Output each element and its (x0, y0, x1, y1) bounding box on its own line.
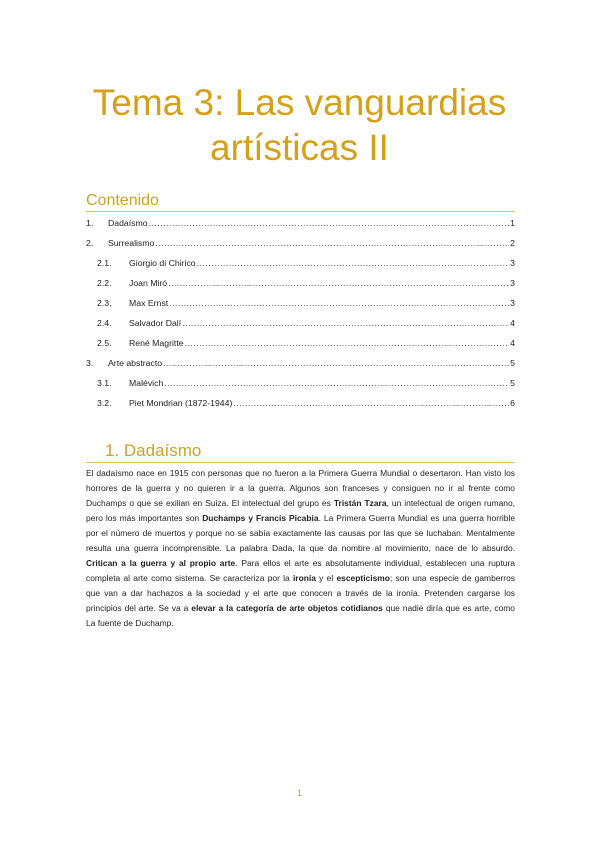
toc-leader-dots (155, 238, 509, 248)
toc-entry-number: 2. (86, 238, 94, 248)
body-bold-run: escepticismo (336, 573, 390, 583)
body-bold-run: ironía (292, 573, 316, 583)
body-bold-run: Tristán Tzara (333, 498, 387, 508)
body-paragraph (86, 466, 515, 631)
toc-entry-page: 3 (510, 278, 515, 288)
toc-entry-number: 3.2. (97, 398, 112, 408)
toc-leader-dots (233, 398, 509, 408)
toc-heading: Contenido (86, 192, 159, 209)
toc-entry[interactable] (97, 318, 515, 330)
body-bold-run: Duchamps y Francis Picabia (202, 513, 319, 523)
toc-entry-label: Malévich (129, 378, 164, 388)
toc-entry[interactable] (97, 298, 515, 310)
toc-entry-label: Giorgio di Chirico (129, 258, 196, 268)
toc-entry-label: Max Ernst (129, 298, 169, 308)
toc-entry-number: 2.5. (97, 338, 112, 348)
body-bold-run: elevar a la categoría de arte objetos cotidianos (191, 603, 383, 613)
toc-entry-page: 6 (510, 398, 515, 408)
toc-leader-dots (169, 298, 509, 308)
toc-entry-number: 2.1. (97, 258, 112, 268)
toc-entry-number: 2.4. (97, 318, 112, 328)
toc-heading-rule (86, 211, 515, 212)
toc-entry-page: 4 (510, 338, 515, 348)
toc-entry-number: 2.2. (97, 278, 112, 288)
toc-leader-dots (164, 378, 509, 388)
toc-leader-dots (185, 338, 510, 348)
body-text-run: , un intelectual de origen rumano, pero los más importantes son (86, 498, 515, 523)
toc-entry-label: René Magritte (129, 338, 184, 348)
toc-leader-dots (168, 278, 509, 288)
toc-entry[interactable] (97, 398, 515, 410)
toc-entry-page: 4 (510, 318, 515, 328)
toc-entry-number: 1. (86, 218, 94, 228)
body-text-run: . Para ellos el arte es absolutamente individual, establecen una ruptura completa al arte como sistema. Se caracteriza por la (86, 558, 515, 583)
body-text-run: El dadaísmo nace en 1915 con personas que no fueron a la Primera Guerra Mundial o desertaron. Han visto los horrores de la guerra y no quieren ir a la guerra. Algunos son franceses y consiguen no ir al frente como Duchamps o que se exilian en Suiza. El intelectual del grupo es (86, 468, 515, 508)
toc-entry-page: 1 (510, 218, 515, 228)
toc-leader-dots (182, 318, 509, 328)
toc-leader-dots (197, 258, 510, 268)
toc-entry[interactable] (97, 258, 515, 270)
body-text-run: que nadie diría que es arte, como La fuente de Duchamp. (86, 603, 515, 628)
toc-entry-label: Dadaísmo (108, 218, 148, 228)
toc-entry-label: Piet Mondrian (1872-1944) (129, 398, 233, 408)
toc-entry[interactable] (97, 338, 515, 350)
toc-entry-label: Salvador Dalí (129, 318, 182, 328)
toc-leader-dots (163, 358, 509, 368)
section-heading-rule (86, 462, 515, 463)
toc-entry-label: Arte abstracto (108, 358, 163, 368)
toc-entry-label: Joan Miró (129, 278, 168, 288)
toc-entry-number: 3.1. (97, 378, 112, 388)
section-heading-dadaismo: 1. Dadaísmo (105, 441, 202, 460)
toc-entry[interactable] (97, 378, 515, 390)
toc-entry-label: Surrealismo (108, 238, 155, 248)
toc-entry-page: 5 (510, 378, 515, 388)
toc-entry-page: 2 (510, 238, 515, 248)
toc-entry[interactable] (86, 238, 515, 250)
toc-entry-page: 5 (510, 358, 515, 368)
body-text-run: ; son una especie de gamberros que van a dar hachazos a la sociedad y el arte que conocen a través de la ironía. Pretenden cargarse los principios del arte. Se va a (86, 573, 515, 613)
toc-entry[interactable] (97, 278, 515, 290)
toc-entry[interactable] (86, 358, 515, 370)
toc-entry[interactable] (86, 218, 515, 230)
body-text-run: . La Primera Guerra Mundial es una guerra horrible por el número de muertos y porque no se sabía exactamente las causas por las que se luchaban. Mentalmente resulta una guerra incomprensible. La palabra Dada, la que da nombre al movimiento, nace de lo absurdo. (86, 513, 516, 553)
body-text-run: y el (315, 573, 337, 583)
page-number: 1 (296, 788, 302, 798)
document-title: Tema 3: Las vanguardias artísticas II (92, 82, 507, 168)
body-bold-run: Critican a la guerra y al propio arte (86, 558, 236, 568)
toc-leader-dots (149, 218, 510, 228)
toc-entry-page: 3 (510, 298, 515, 308)
toc-entry-number: 3. (86, 358, 94, 368)
toc-entry-page: 3 (510, 258, 515, 268)
toc-entry-number: 2.3. (97, 298, 112, 308)
